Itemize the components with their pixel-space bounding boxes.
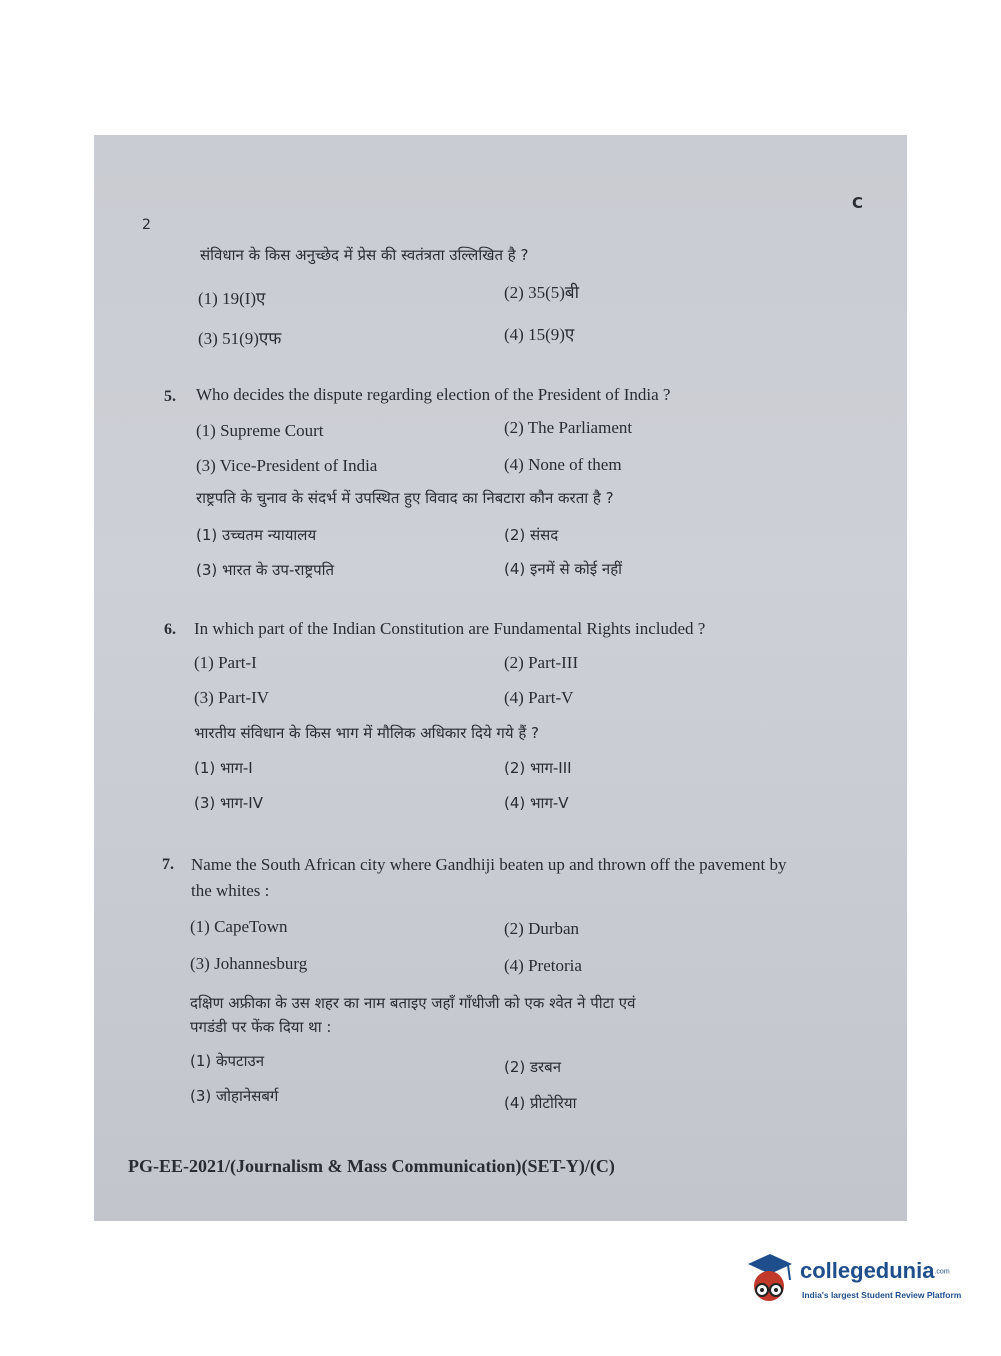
q4-option-1-hindi: (1) 19(I)ए	[198, 289, 266, 308]
page-number: 2	[142, 217, 151, 233]
q6-option-4: (4) Part-V	[504, 688, 574, 707]
q5-option-4: (4) None of them	[504, 455, 622, 474]
q5-option-4-hindi: (4) इनमें से कोई नहीं	[504, 560, 623, 578]
q6-question-english: In which part of the Indian Constitution are Fundamental Rights included ?	[194, 619, 706, 638]
q7-option-2-hindi: (2) डरबन	[504, 1058, 562, 1076]
q7-option-4-hindi: (4) प्रीटोरिया	[504, 1094, 577, 1112]
q4-option-4-hindi: (4) 15(9)ए	[504, 325, 575, 344]
q7-option-3: (3) Johannesburg	[190, 954, 308, 973]
q4-option-2-hindi: (2) 35(5)बी	[504, 283, 580, 302]
q5-option-3-hindi: (3) भारत के उप-राष्ट्रपति	[196, 561, 335, 579]
collegedunia-logo	[740, 1248, 970, 1318]
q5-option-2-hindi: (2) संसद	[504, 526, 559, 544]
q7-option-3-hindi: (3) जोहानेसबर्ग	[190, 1087, 279, 1105]
logo-tagline: India's largest Student Review Platform	[802, 1290, 962, 1300]
q6-option-4-hindi: (4) भाग-V	[504, 794, 569, 812]
exam-sheet	[94, 135, 907, 1221]
q6-option-3-hindi: (3) भाग-IV	[194, 794, 263, 812]
q4-option-3-hindi: (3) 51(9)एफ	[198, 329, 282, 348]
q7-option-1: (1) CapeTown	[190, 917, 288, 936]
q7-number: 7.	[162, 856, 174, 873]
q7-question-hindi-line1: दक्षिण अफ्रीका के उस शहर का नाम बताइए जहाँ गाँधीजी को एक श्वेत ने पीटा एवं	[190, 994, 636, 1012]
q5-option-2: (2) The Parliament	[504, 418, 633, 437]
q6-option-3: (3) Part-IV	[194, 688, 270, 707]
q7-option-2: (2) Durban	[504, 919, 580, 938]
q5-option-1: (1) Supreme Court	[196, 421, 324, 440]
q7-question-hindi-line2: पगडंडी पर फेंक दिया था :	[190, 1018, 332, 1036]
set-letter: C	[852, 194, 864, 212]
q5-question-english: Who decides the dispute regarding election of the President of India ?	[196, 385, 671, 404]
q7-option-1-hindi: (1) केपटाउन	[190, 1052, 265, 1070]
q5-number: 5.	[164, 388, 176, 405]
q6-option-2-hindi: (2) भाग-III	[504, 759, 572, 777]
q7-question-english-line2: the whites :	[191, 881, 270, 900]
q6-option-1: (1) Part-I	[194, 653, 257, 672]
q6-option-2: (2) Part-III	[504, 653, 579, 672]
q5-option-3: (3) Vice-President of India	[196, 456, 378, 475]
paper-code-footer: PG-EE-2021/(Journalism & Mass Communication)(SET-Y)/(C)	[128, 1156, 615, 1176]
q5-question-hindi: राष्ट्रपति के चुनाव के संदर्भ में उपस्थित हुए विवाद का निबटारा कौन करता है ?	[196, 489, 614, 507]
q7-option-4: (4) Pretoria	[504, 956, 582, 975]
q6-number: 6.	[164, 621, 176, 638]
q6-question-hindi: भारतीय संविधान के किस भाग में मौलिक अधिकार दिये गये हैं ?	[194, 724, 540, 742]
student-mascot-icon	[740, 1250, 798, 1310]
q6-option-1-hindi: (1) भाग-I	[194, 759, 253, 777]
logo-name: collegedunia.com	[800, 1258, 950, 1283]
q5-option-1-hindi: (1) उच्चतम न्यायालय	[196, 526, 317, 544]
q4-question-hindi: संविधान के किस अनुच्छेद में प्रेस की स्वतंत्रता उल्लिखित है ?	[200, 246, 529, 264]
q7-question-english-line1: Name the South African city where Gandhiji beaten up and thrown off the pavement by	[191, 855, 787, 874]
